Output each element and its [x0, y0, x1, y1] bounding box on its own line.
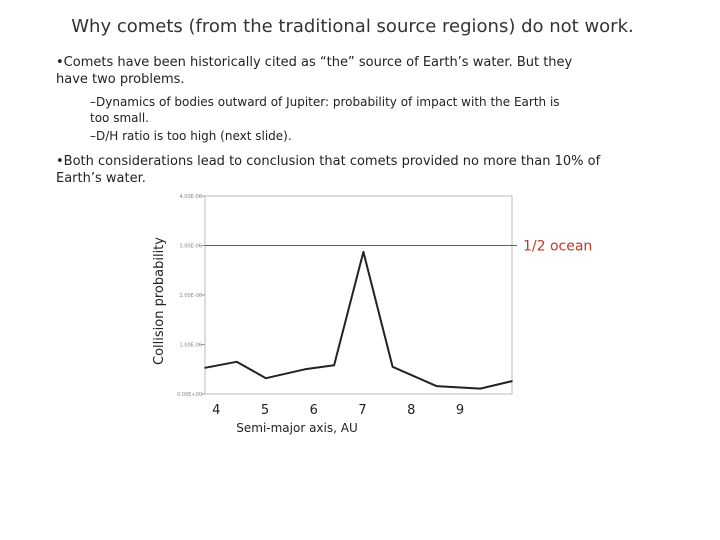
data-point — [436, 385, 438, 387]
data-point — [392, 366, 394, 368]
bullet-comets-source: •Comets have been historically cited as “the” source of Earth’s water. But they have two problems. — [56, 55, 573, 87]
slide-title: Why comets (from the traditional source regions) do not work. — [71, 16, 634, 37]
y-tick-label: 0.00E+00 — [177, 392, 202, 398]
data-point — [363, 251, 365, 253]
subbullet-dynamics: –Dynamics of bodies outward of Jupiter: probability of impact with the Earth is too small. — [90, 95, 560, 125]
x-tick-label: 9 — [455, 403, 465, 418]
x-tick-label: 7 — [358, 403, 367, 418]
half-ocean-label: 1/2 ocean — [523, 238, 593, 255]
y-tick-label: 4.00E-06 — [179, 194, 202, 200]
data-point — [333, 364, 335, 366]
data-point — [480, 388, 482, 390]
y-tick-label: 1.00E-06 — [179, 342, 202, 349]
series-line — [205, 252, 512, 389]
subbullet-dh-ratio: –D/H ratio is too high (next slide). — [90, 129, 292, 143]
y-tick-label: 2.00E-06 — [179, 293, 202, 299]
data-point — [511, 380, 513, 382]
y-tick-label: 3.00E-06 — [179, 243, 202, 250]
x-tick-label: 5 — [260, 403, 270, 418]
x-tick-label: 8 — [407, 403, 416, 418]
y-axis-label: Collision probability — [152, 237, 167, 365]
plot-area — [205, 196, 512, 394]
x-tick-label: 4 — [212, 403, 221, 418]
data-point — [204, 367, 206, 369]
data-point — [236, 361, 238, 363]
data-point — [304, 368, 306, 370]
x-tick-label: 6 — [309, 403, 318, 418]
data-point — [265, 377, 267, 379]
x-axis-label: Semi-major axis, AU — [236, 421, 358, 435]
bullet-conclusion: •Both considerations lead to conclusion that comets provided no more than 10% of Earth’s water. — [56, 154, 601, 186]
